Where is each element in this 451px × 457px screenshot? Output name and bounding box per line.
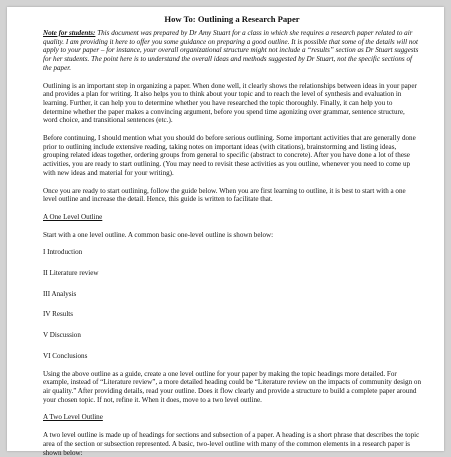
- outline-item: II Literature review: [43, 269, 99, 278]
- outline-item: IV Results: [43, 310, 74, 319]
- outline-item: III Analysis: [43, 289, 77, 298]
- outline-item: VI Conclusions: [43, 351, 88, 360]
- document-page: [7, 7, 444, 457]
- paragraph-one-level-guide: Using the above outline as a guide, create a one level outline for your paper by making the topic headings more detailed. For example, instead of “Literature review”, a more detailed heading could be “Literature review on the impacts of community design on air quality.” After providing details, read your outline. Does it flow clearly and provide a structure to build a complete paper around your chosen topic. If not, refine it. When it does, move to a two level outline.: [43, 369, 421, 404]
- one-level-intro: Start with a one level outline. A common basic one-level outline is shown below:: [43, 230, 274, 239]
- two-level-intro: A two level outline is made up of headings for sections and subsection of a paper. A heading is a short phrase that describes the topic area of the section or subsection represented. A basic, two-level outline with many of the common elements in a research paper is shown below:: [43, 431, 420, 457]
- paragraph-ready-to-outline: Once you are ready to start outlining, follow the guide below. When you are first learning to outline, it is best to start with a one level outline and increase the detail. Hence, this guide is written to facilitate that.: [43, 186, 406, 204]
- note-label: Note for students:: [43, 29, 96, 37]
- one-level-outline-list: [43, 248, 421, 360]
- note-text: This document was prepared by Dr Amy Stuart for a class in which she requires a research paper related to air quality. I am providing it here to offer you some guidance on preparing a good outline. It is possible that some of the details will not apply to your paper – for instance, your overall organizational structure might not include a “results” section as Dr Stuart suggests for her students. The point here is to understand the overall ideas and methods suggested by Dr Stuart, not the specific sections of the paper.: [43, 29, 419, 72]
- note-for-students: [43, 29, 421, 73]
- document-content: [43, 14, 421, 457]
- outline-item: I Introduction: [43, 248, 83, 257]
- heading-one-level-outline: A One Level Outline: [43, 212, 103, 221]
- paragraph-outlining-importance: Outlining is an important step in organizing a paper. When done well, it clearly shows the relationships between ideas in your paper and provides a plan for writing. It also helps you to think about your topic and to reach the level of synthesis and evaluation in learning. Further, it can help you to determine whether you have researched the topic thoroughly. Finally, it can help you to determine whether the paper makes a convincing argument, before you spend time agonizing over grammar, sentence structure, word choice, and transitional sentences (etc.).: [43, 81, 417, 125]
- outline-item: V Discussion: [43, 331, 81, 340]
- heading-two-level-outline: A Two Level Outline: [43, 413, 103, 422]
- document-title: How To: Outlining a Research Paper: [164, 14, 300, 24]
- paragraph-before-outlining: Before continuing, I should mention what you should do before serious outlining. Some important activities that are generally done prior to outlining include extensive reading, taking notes on important ideas (with citations), brainstorming and listing ideas, grouping related ideas together, ordering groups from general to specific (abstract to concrete). After you have done a lot of these activities, you are ready to start outlining. (You may need to revisit these activities as you outline, whenever you need to come up with new ideas and material for your writing).: [43, 134, 416, 177]
